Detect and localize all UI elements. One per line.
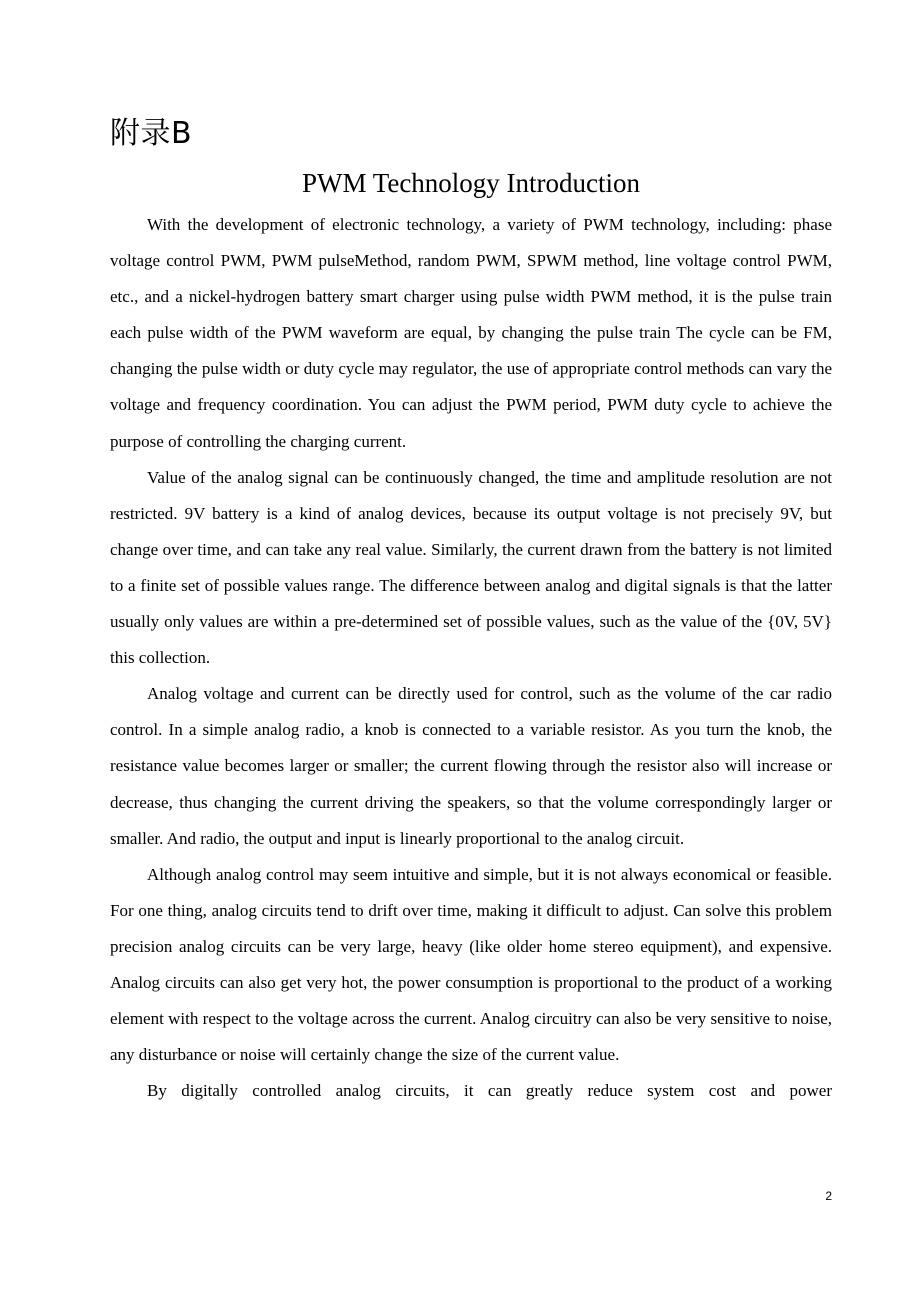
paragraph: By digitally controlled analog circuits, it can greatly reduce system cost and power (147, 1081, 832, 1101)
paragraph: Although analog control may seem intuitive and simple, but it is not always economical or feasible. For one thing, analog circuits tend to drift over time, making it difficult to adjust. Can solve this problem precision analog circuits can be very large, heavy (like older home stereo equipment), and expensive. Analog circuits can also get very hot, the power consumption is proportional to the product of a working element with respect to the voltage across the current. Analog circuitry can also be very sensitive to noise, any disturbance or noise will certainly change the size of the current value. (110, 864, 832, 1065)
document-title: PWM Technology Introduction (301, 168, 641, 198)
paragraph: Value of the analog signal can be continuously changed, the time and amplitude resolution are not restricted. 9V battery is a kind of analog devices, because its output voltage is not precisely 9V, but change over time, and can take any real value. Similarly, the current drawn from the battery is not limited to a finite set of possible values range. The difference between analog and digital signals is that the latter usually only values are within a pre-determined set of possible values, such as the value of the {0V, 5V} this collection. (110, 467, 832, 668)
appendix-heading: 附录B (110, 116, 193, 151)
page-number: 2 (825, 1189, 832, 1203)
paragraph: Analog voltage and current can be directly used for control, such as the volume of the car radio control. In a simple analog radio, a knob is connected to a variable resistor. As you turn the knob, the resistance value becomes larger or smaller; the current flowing through the resistor also will increase or decrease, thus changing the current driving the speakers, so that the volume correspondingly larger or smaller. And radio, the output and input is linearly proportional to the analog circuit. (110, 684, 832, 848)
paragraph: With the development of electronic technology, a variety of PWM technology, including: phase voltage control PWM, PWM pulseMethod, random PWM, SPWM method, line voltage control PWM, etc., and a nickel-hydrogen battery smart charger using pulse width PWM method, it is the pulse train each pulse width of the PWM waveform are equal, by changing the pulse train The cycle can be FM, changing the pulse width or duty cycle may regulator, the use of appropriate control methods can vary the voltage and frequency coordination. You can adjust the PWM period, PWM duty cycle to achieve the purpose of controlling the charging current. (110, 215, 832, 451)
body-text (110, 207, 832, 1109)
